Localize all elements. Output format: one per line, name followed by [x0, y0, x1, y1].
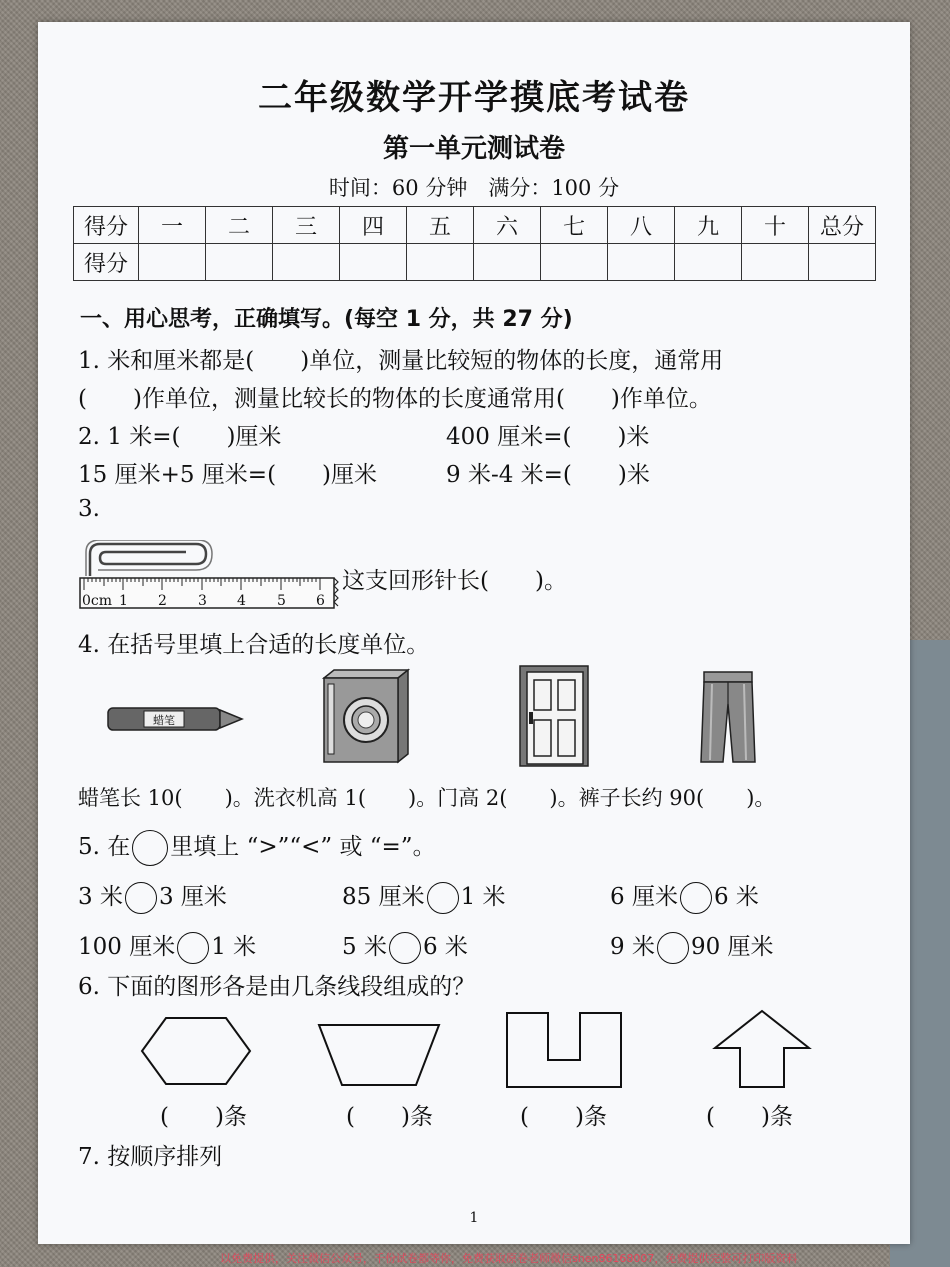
score-blank-cell[interactable] — [474, 244, 541, 281]
question-5-suffix: 里填上 “>”“<” 或 “=”。 — [170, 834, 436, 860]
paperclip-on-ruler-figure — [78, 540, 340, 612]
score-cell: 五 — [407, 207, 474, 244]
score-blank-cell[interactable] — [675, 244, 742, 281]
question-2a: 2. 1 米=( )厘米 — [78, 424, 282, 450]
score-blank-cell[interactable] — [809, 244, 876, 281]
compare-circle-input[interactable] — [657, 932, 689, 964]
u-shape — [504, 1010, 624, 1090]
page-subtitle: 第一单元测试卷 — [382, 134, 565, 164]
door-icon — [518, 664, 590, 768]
score-cell: 七 — [541, 207, 608, 244]
score-blank-cell[interactable] — [273, 244, 340, 281]
question-1-line-2: ( )作单位，测量比较长的物体的长度通常用( )作单位。 — [78, 386, 712, 412]
compare-circle-icon — [132, 830, 168, 866]
washing-machine-icon — [320, 668, 412, 764]
question-3-label: 3. — [78, 496, 100, 522]
compare-left: 3 米 — [78, 884, 123, 910]
ruler-label: 5 — [277, 593, 286, 609]
score-cell: 一 — [139, 207, 206, 244]
question-2d: 9 米-4 米=( )米 — [446, 462, 650, 488]
time-score-info: 时间：60 分钟 满分：100 分 — [328, 176, 620, 200]
compare-left: 85 厘米 — [342, 884, 425, 910]
paperclip-icon — [86, 540, 212, 576]
score-row-label: 得分 — [74, 244, 139, 281]
pants-icon — [698, 670, 758, 764]
watermark-banner: 以免费提供，关注微信公众号，千份试卷都等你，免费获取原卷老师微信shen86168007，免费提供完整可打印版资料 — [220, 1252, 798, 1265]
score-cell: 得分 — [74, 207, 139, 244]
score-cell: 十 — [742, 207, 809, 244]
compare-left: 9 米 — [610, 934, 655, 960]
hexagon-shape — [138, 1016, 254, 1086]
score-blank-cell[interactable] — [340, 244, 407, 281]
question-1-line-1: 1. 米和厘米都是( )单位，测量比较短的物体的长度，通常用 — [78, 348, 724, 374]
score-value-row — [74, 244, 876, 281]
question-2b: 400 厘米=( )米 — [446, 424, 650, 450]
compare-left: 100 厘米 — [78, 934, 176, 960]
shape-answer-blank: ( )条 — [346, 1104, 433, 1130]
question-4-answers: 蜡笔长 10( )。洗衣机高 1( )。门高 2( )。裤子长约 90( )。 — [78, 786, 776, 810]
score-cell: 二 — [206, 207, 273, 244]
crayon-icon — [106, 702, 248, 736]
compare-circle-input[interactable] — [389, 932, 421, 964]
compare-left: 5 米 — [342, 934, 387, 960]
ruler-label: 0cm — [82, 593, 113, 609]
compare-right: 6 米 — [422, 934, 468, 960]
arrow-shape — [712, 1008, 812, 1090]
compare-item — [342, 928, 468, 964]
trapezoid-shape — [316, 1022, 442, 1088]
compare-right: 1 米 — [211, 934, 257, 960]
compare-item — [610, 878, 759, 914]
score-blank-cell[interactable] — [608, 244, 675, 281]
score-blank-cell[interactable] — [407, 244, 474, 281]
compare-right: 3 厘米 — [158, 884, 227, 910]
compare-right: 90 厘米 — [690, 934, 774, 960]
compare-circle-input[interactable] — [680, 882, 712, 914]
question-5-prefix: 5. 在 — [78, 834, 131, 860]
compare-item — [78, 878, 227, 914]
question-6-label: 6. 下面的图形各是由几条线段组成的？ — [78, 974, 476, 1000]
shape-answer-blank: ( )条 — [520, 1104, 607, 1130]
score-cell: 总分 — [809, 207, 876, 244]
question-2c: 15 厘米+5 厘米=( )厘米 — [78, 462, 378, 488]
compare-circle-input[interactable] — [125, 882, 157, 914]
score-cell: 三 — [273, 207, 340, 244]
ruler-icon — [80, 578, 338, 609]
compare-right: 1 米 — [460, 884, 506, 910]
page-number: 1 — [469, 1210, 479, 1226]
score-blank-cell[interactable] — [139, 244, 206, 281]
compare-left: 6 厘米 — [610, 884, 678, 910]
score-cell: 六 — [474, 207, 541, 244]
question-4-label: 4. 在括号里填上合适的长度单位。 — [78, 632, 430, 658]
score-cell: 四 — [340, 207, 407, 244]
ruler-label: 2 — [158, 593, 167, 609]
compare-circle-input[interactable] — [177, 932, 209, 964]
score-blank-cell[interactable] — [742, 244, 809, 281]
ruler-label: 4 — [237, 593, 246, 609]
page-title: 二年级数学开学摸底考试卷 — [258, 78, 690, 118]
question-7-label: 7. 按顺序排列 — [78, 1144, 223, 1170]
exam-paper — [38, 22, 910, 1244]
shape-answer-blank: ( )条 — [160, 1104, 247, 1130]
ruler-label: 3 — [198, 593, 207, 609]
shape-answer-blank: ( )条 — [706, 1104, 793, 1130]
compare-item — [610, 928, 774, 964]
compare-circle-input[interactable] — [427, 882, 459, 914]
ruler-label: 1 — [119, 593, 128, 609]
score-table — [73, 206, 876, 281]
score-header-row — [74, 207, 876, 244]
score-blank-cell[interactable] — [541, 244, 608, 281]
score-blank-cell[interactable] — [206, 244, 273, 281]
ruler-label: 6 — [316, 593, 325, 609]
crayon-label: 蜡笔 — [153, 714, 175, 727]
score-cell: 八 — [608, 207, 675, 244]
compare-item — [78, 928, 256, 964]
compare-item — [342, 878, 506, 914]
question-3-text: 这支回形针长( )。 — [342, 568, 567, 594]
section-heading: 一、用心思考，正确填写。(每空 1 分，共 27 分) — [80, 307, 573, 332]
score-cell: 九 — [675, 207, 742, 244]
question-5-label — [78, 828, 436, 866]
compare-right: 6 米 — [713, 884, 759, 910]
